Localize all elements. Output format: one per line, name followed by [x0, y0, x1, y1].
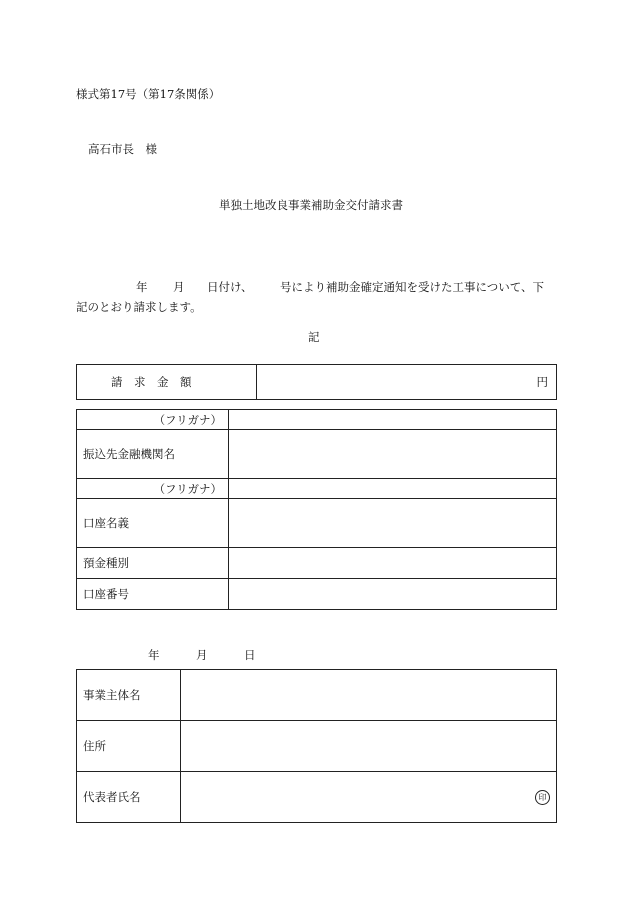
account-number-label: 口座番号	[77, 579, 229, 610]
seal-mark: 印	[535, 790, 550, 805]
address-label: 住所	[77, 721, 181, 772]
holder-furigana-field[interactable]	[229, 479, 557, 499]
amount-label: 請 求 金 額	[77, 365, 257, 400]
body-day-label: 日付け、	[207, 280, 253, 294]
account-number-field[interactable]	[229, 579, 557, 610]
addressee: 高石市長 様	[88, 142, 157, 156]
furigana-label-1: （フリガナ）	[77, 410, 229, 430]
body-text-line2: 記のとおり請求します。	[76, 300, 202, 314]
representative-field[interactable]	[181, 772, 557, 823]
address-field[interactable]	[181, 721, 557, 772]
bank-name-label: 振込先金融機関名	[77, 430, 229, 479]
body-text-line1: 号により補助金確定通知を受けた工事について、下	[280, 280, 545, 294]
applicant-table	[76, 669, 557, 823]
date-month-label: 月	[196, 648, 208, 662]
amount-field[interactable]	[257, 365, 557, 400]
page-title: 単独土地改良事業補助金交付請求書	[219, 198, 403, 212]
representative-label: 代表者氏名	[77, 772, 181, 823]
bank-furigana-field[interactable]	[229, 410, 557, 430]
body-year-label: 年	[136, 280, 148, 294]
deposit-type-label: 預金種別	[77, 548, 229, 579]
entity-name-field[interactable]	[181, 670, 557, 721]
entity-name-label: 事業主体名	[77, 670, 181, 721]
bank-table	[76, 409, 557, 610]
amount-table	[76, 364, 557, 400]
amount-unit: 円	[536, 375, 548, 389]
furigana-label-2: （フリガナ）	[77, 479, 229, 499]
date-year-label: 年	[148, 648, 160, 662]
ki-heading: 記	[308, 330, 320, 344]
form-number: 様式第17号（第17条関係）	[76, 87, 221, 101]
deposit-type-field[interactable]	[229, 548, 557, 579]
body-month-label: 月	[173, 280, 185, 294]
account-holder-field[interactable]	[229, 499, 557, 548]
account-holder-label: 口座名義	[77, 499, 229, 548]
date-day-label: 日	[244, 648, 256, 662]
bank-name-field[interactable]	[229, 430, 557, 479]
